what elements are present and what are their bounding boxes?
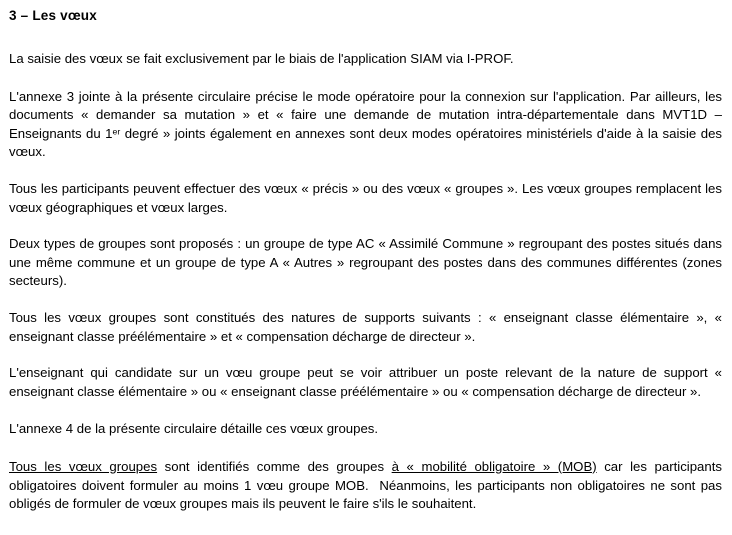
spacer (9, 217, 722, 235)
spacer (9, 162, 722, 180)
page-title: 3 – Les vœux (9, 8, 97, 23)
paragraph-mobilite-mid-1: sont identifiés comme des groupes (157, 458, 392, 474)
spacer (9, 439, 722, 458)
paragraph-annexe-4: L'annexe 4 de la présente circulaire détaille ces vœux groupes. (9, 421, 379, 437)
paragraph-natures-de-supports: Tous les vœux groupes sont constitués des natures de supports suivants : « enseignant classe élémentaire », « enseignant classe préélémentaire » et « compensation décharge de directeur ». (9, 309, 722, 344)
underlined-phrase-tous-les-vœux-groupes: Tous les vœux groupes (9, 458, 158, 474)
spacer (9, 346, 722, 364)
paragraph-annexe-3 (9, 88, 722, 162)
paragraph-types-de-groupes: Deux types de groupes sont proposés : un groupe de type AC « Assimilé Commune » regroupant des postes situés dans une même commune et un groupe de type A « Autres » regroupant des postes dans des communes différentes (zones secteurs). (9, 236, 722, 289)
paragraph-vœux-precis-groupes: Tous les participants peuvent effectuer des vœux « précis » ou des vœux « groupes ». Les vœux groupes remplacent les vœux géographiques et vœux larges. (9, 180, 722, 215)
paragraph-annexe-3-part-2: degré » joints également en annexes sont deux modes opératoires ministériels d'aide à la saisie des vœux. (9, 125, 722, 160)
underlined-phrase-mobilite-obligatoire: à « mobilité obligatoire » (MOB) (391, 458, 597, 474)
spacer (9, 291, 722, 309)
paragraph-mobilite-obligatoire (9, 458, 726, 514)
spacer (9, 24, 722, 50)
ordinal-suffix-superscript: er (112, 126, 121, 137)
paragraph-annexe-3-part-1: L'annexe 3 jointe à la présente circulaire précise le mode opératoire pour la connexion sur l'application. Par ailleurs, les documents « demander sa mutation » et « faire une demande de mutation intra-départementale dans MVT1D – Enseignants du 1 (9, 88, 722, 141)
spacer (9, 69, 722, 88)
paragraph-saisie-vœux: La saisie des vœux se fait exclusivement par le biais de l'application SIAM via I-PROF. (9, 51, 514, 66)
paragraph-mobilite-mid-2: car les participants obligatoires doivent formuler au moins 1 vœu groupe MOB. Néanmoins, les participants non obligatoires ne sont pas obligés de formuler de vœux groupes mais ils peuvent le faire s'ils le souhaitent. (9, 458, 726, 512)
spacer (9, 401, 722, 420)
paragraph-enseignant-candidate: L'enseignant qui candidate sur un vœu groupe peut se voir attribuer un poste relevant de la nature de support « enseignant classe élémentaire » ou « enseignant classe préélémentaire » ou « compensation décharge de directeur ». (9, 365, 722, 399)
